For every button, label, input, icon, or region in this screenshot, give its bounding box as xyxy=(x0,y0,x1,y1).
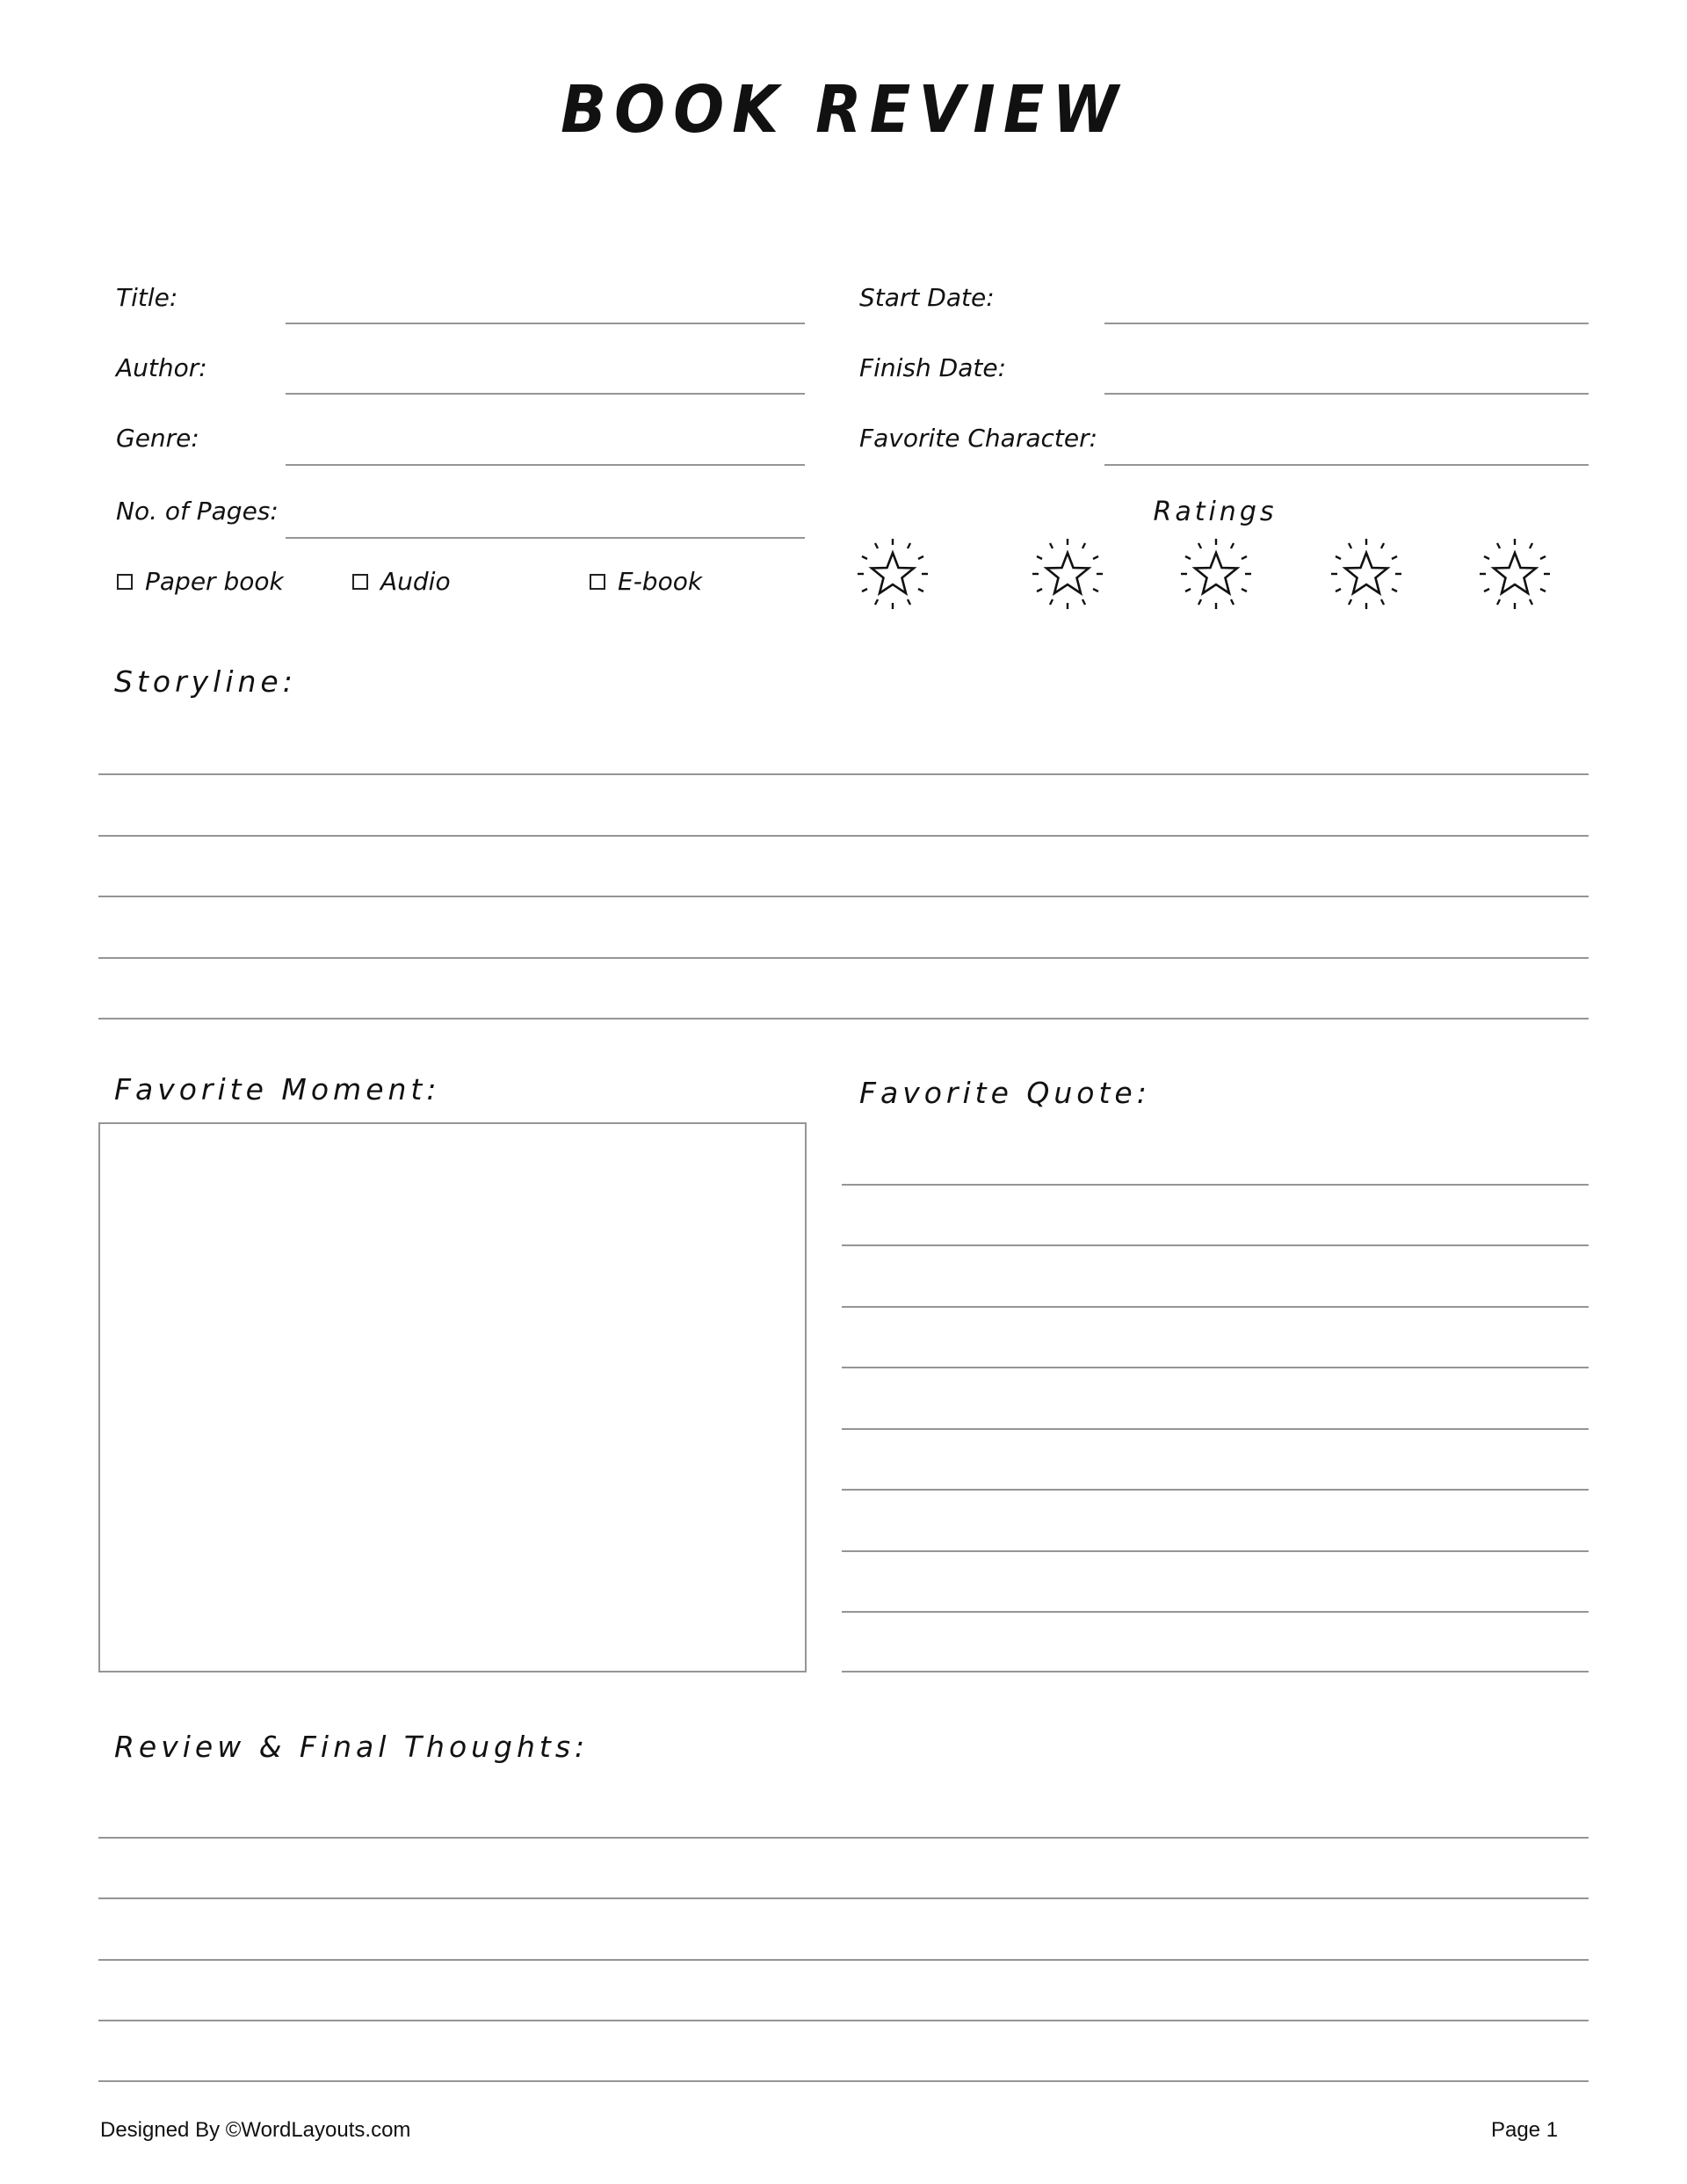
format-option-label: Audio xyxy=(380,567,451,596)
author-input-line[interactable] xyxy=(286,393,805,395)
author-label: Author: xyxy=(116,353,207,382)
favorite-character-label: Favorite Character: xyxy=(859,424,1098,453)
storyline-line-1[interactable] xyxy=(98,773,1589,775)
ratings-label: Ratings xyxy=(1153,497,1278,527)
favorite-quote-line-5[interactable] xyxy=(842,1428,1589,1430)
favorite-quote-heading: Favorite Quote: xyxy=(859,1076,1151,1110)
favorite-quote-line-8[interactable] xyxy=(842,1611,1589,1613)
rating-star-1-icon[interactable] xyxy=(856,537,930,611)
finish-date-input-line[interactable] xyxy=(1104,393,1589,395)
favorite-quote-line-2[interactable] xyxy=(842,1244,1589,1246)
footer-credit: Designed By ©WordLayouts.com xyxy=(100,2118,411,2142)
page-number: Page 1 xyxy=(1491,2118,1559,2142)
rating-star-3-icon[interactable] xyxy=(1179,537,1253,611)
favorite-quote-line-3[interactable] xyxy=(842,1306,1589,1308)
pages-input-line[interactable] xyxy=(286,537,805,539)
checkbox-icon[interactable] xyxy=(352,574,368,590)
storyline-heading: Storyline: xyxy=(114,664,297,699)
start-date-input-line[interactable] xyxy=(1104,323,1589,324)
rating-star-2-icon[interactable] xyxy=(1031,537,1104,611)
rating-star-4-icon[interactable] xyxy=(1329,537,1403,611)
start-date-label: Start Date: xyxy=(859,283,995,312)
favorite-quote-line-4[interactable] xyxy=(842,1367,1589,1368)
format-option-ebook[interactable] xyxy=(590,567,702,597)
page-title: BOOK REVIEW xyxy=(561,72,1126,148)
genre-label: Genre: xyxy=(116,424,199,453)
storyline-line-5[interactable] xyxy=(98,1018,1589,1019)
storyline-line-3[interactable] xyxy=(98,896,1589,897)
review-line-1[interactable] xyxy=(98,1837,1589,1839)
review-line-3[interactable] xyxy=(98,1959,1589,1961)
favorite-quote-line-9[interactable] xyxy=(842,1671,1589,1672)
title-input-line[interactable] xyxy=(286,323,805,324)
title-label: Title: xyxy=(116,283,178,312)
format-option-label: Paper book xyxy=(145,567,284,596)
format-option-audio[interactable] xyxy=(352,567,451,597)
favorite-moment-box[interactable] xyxy=(98,1122,807,1672)
storyline-line-2[interactable] xyxy=(98,835,1589,837)
review-line-5[interactable] xyxy=(98,2080,1589,2082)
review-line-4[interactable] xyxy=(98,2020,1589,2021)
checkbox-icon[interactable] xyxy=(117,574,133,590)
pages-label: No. of Pages: xyxy=(116,497,279,526)
review-heading: Review & Final Thoughts: xyxy=(114,1730,590,1764)
favorite-character-input-line[interactable] xyxy=(1104,464,1589,466)
favorite-quote-line-1[interactable] xyxy=(842,1184,1589,1186)
finish-date-label: Finish Date: xyxy=(859,353,1007,382)
format-option-label: E-book xyxy=(618,567,703,596)
favorite-quote-line-6[interactable] xyxy=(842,1489,1589,1491)
favorite-moment-heading: Favorite Moment: xyxy=(114,1072,441,1107)
storyline-line-4[interactable] xyxy=(98,957,1589,959)
favorite-quote-line-7[interactable] xyxy=(842,1550,1589,1552)
format-option-paper-book[interactable] xyxy=(117,567,284,597)
checkbox-icon[interactable] xyxy=(590,574,605,590)
genre-input-line[interactable] xyxy=(286,464,805,466)
rating-star-5-icon[interactable] xyxy=(1478,537,1552,611)
review-line-2[interactable] xyxy=(98,1897,1589,1899)
